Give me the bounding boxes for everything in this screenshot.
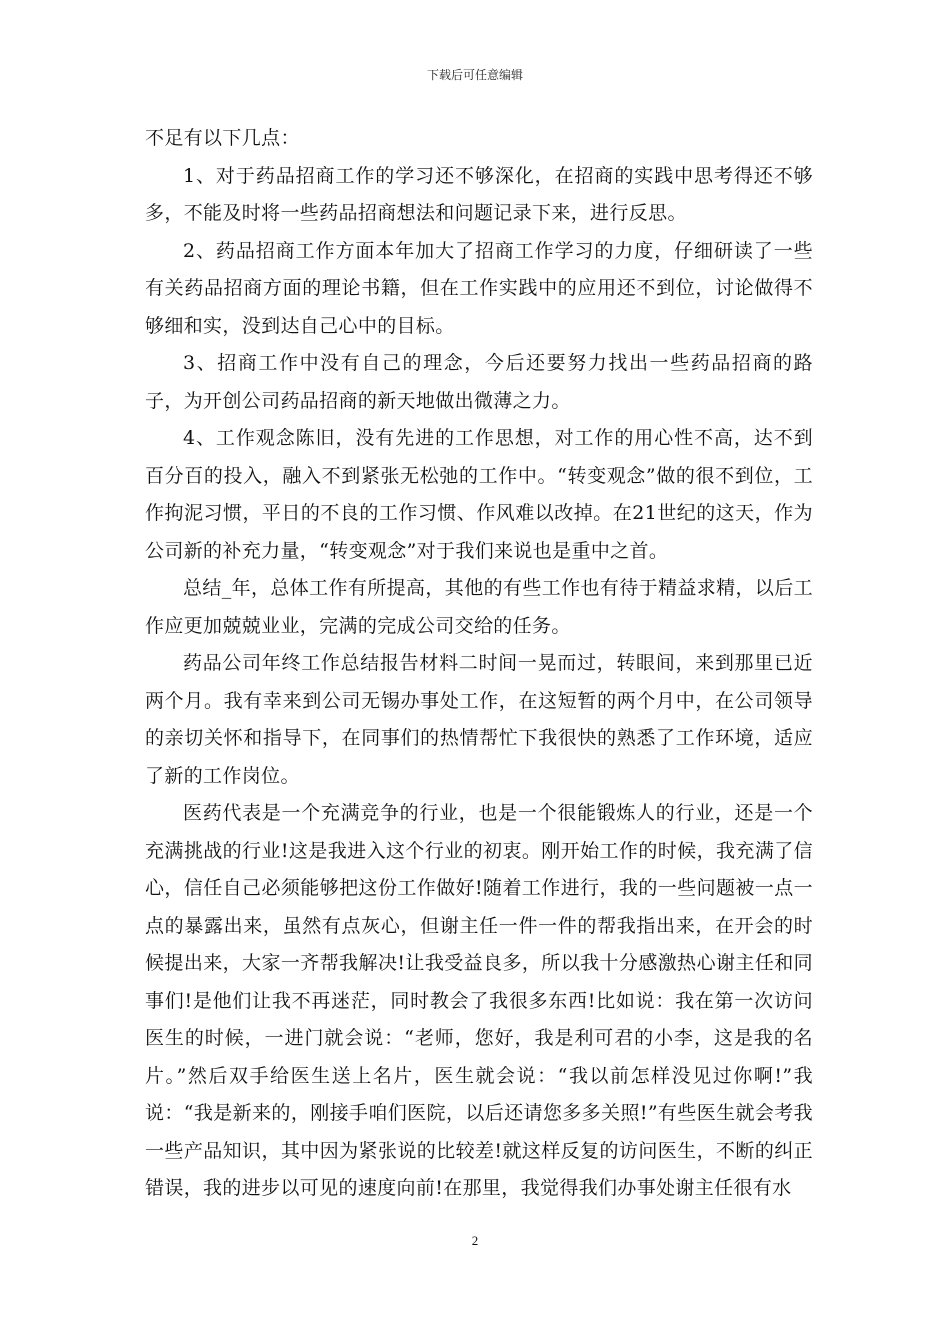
paragraph-report-two: 药品公司年终工作总结报告材料二时间一晃而过，转眼间，来到那里已近两个月。我有幸来到公司无锡办事处工作，在这短暂的两个月中，在公司领导的亲切关怀和指导下，在同事们的热情帮忙下我很快的熟悉了工作环境，适应了新的工作岗位。	[145, 652, 813, 787]
paragraph-intro: 不足有以下几点：	[145, 127, 300, 149]
document-body	[145, 120, 813, 1208]
page-number: 2	[471, 1233, 479, 1248]
paragraph-point-4: 4、工作观念陈旧，没有先进的工作思想，对工作的用心性不高，达不到百分百的投入，融入不到紧张无松弛的工作中。“转变观念”做的很不到位，工作拘泥习惯，平日的不良的工作习惯、作风难以改掉。在21世纪的这天，作为公司新的补充力量，“转变观念”对于我们来说也是重中之首。	[145, 427, 813, 562]
paragraph-experience: 医药代表是一个充满竞争的行业，也是一个很能锻炼人的行业，还是一个充满挑战的行业!这是我进入这个行业的初衷。刚开始工作的时候，我充满了信心，信任自己必须能够把这份工作做好!随着工作进行，我的一些问题被一点一点的暴露出来，虽然有点灰心，但谢主任一件一件的帮我指出来，在开会的时候提出来，大家一齐帮我解决!让我受益良多，所以我十分感激热心谢主任和同事们!是他们让我不再迷茫，同时教会了我很多东西!比如说：我在第一次访问医生的时候，一进门就会说：“老师，您好，我是利可君的小李，这是我的名片。”然后双手给医生送上名片，医生就会说：“我以前怎样没见过你啊!”我说：“我是新来的，刚接手咱们医院，以后还请您多多关照!”有些医生就会考我一些产品知识，其中因为紧张说的比较差!就这样反复的访问医生，不断的纠正错误，我的进步以可见的速度向前!在那里，我觉得我们办事处谢主任很有水	[145, 802, 813, 1199]
paragraph-point-3: 3、招商工作中没有自己的理念，今后还要努力找出一些药品招商的路子，为开创公司药品招商的新天地做出微薄之力。	[145, 352, 813, 412]
paragraph-summary: 总结_年，总体工作有所提高，其他的有些工作也有待于精益求精，以后工作应更加兢兢业业，完满的完成公司交给的任务。	[145, 577, 813, 637]
page-header: 下载后可任意编辑	[426, 68, 523, 82]
paragraph-point-2: 2、药品招商工作方面本年加大了招商工作学习的力度，仔细研读了一些有关药品招商方面的理论书籍，但在工作实践中的应用还不到位，讨论做得不够细和实，没到达自己心中的目标。	[145, 239, 813, 337]
paragraph-point-1: 1、对于药品招商工作的学习还不够深化，在招商的实践中思考得还不够多，不能及时将一些药品招商想法和问题记录下来，进行反思。	[145, 164, 813, 224]
